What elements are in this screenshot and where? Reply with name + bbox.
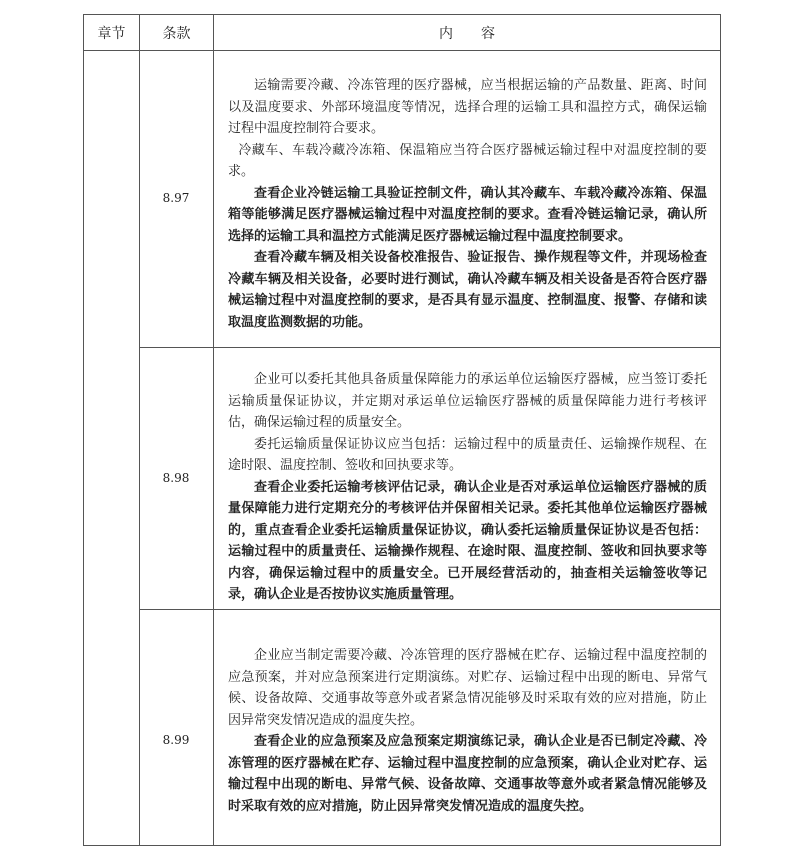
inspection-paragraph: 查看企业委托运输考核评估记录，确认企业是否对承运单位运输医疗器械的质量保障能力进行定期充分的考核评估并保留相关记录。委托其他单位运输医疗器械的，重点查看企业委托运输质量保证协议，确认委托运输质量保证协议是否包括：运输过程中的质量责任、运输操作规程、在途时限、温度控制、签收和回执要求等内容，确保运输过程中的质量安全。已开展经营活动的，抽查相关运输签收等记录，确认企业是否按协议实施质量管理。 — [228, 479, 707, 602]
clause-content — [228, 369, 707, 606]
clause-number: 8.98 — [162, 471, 190, 485]
column-divider — [213, 15, 214, 845]
requirement-paragraph: 冷藏车、车载冷藏冷冻箱、保温箱应当符合医疗器械运输过程中对温度控制的要求。 — [228, 142, 707, 179]
column-divider — [139, 15, 140, 845]
row-divider — [139, 347, 720, 348]
clause-number: 8.99 — [162, 733, 190, 747]
row-divider — [139, 609, 720, 610]
clause-content — [228, 645, 707, 817]
inspection-paragraph: 查看冷藏车辆及相关设备校准报告、验证报告、操作规程等文件，并现场检查冷藏车辆及相关设备，必要时进行测试，确认冷藏车辆及相关设备是否符合医疗器械运输过程中对温度控制的要求，是否具有显示温度、控制温度、报警、存储和读取温度监测数据的功能。 — [228, 250, 707, 330]
requirement-paragraph: 企业可以委托其他具备质量保障能力的承运单位运输医疗器械，应当签订委托运输质量保证协议，并定期对承运单位运输医疗器械的质量保障能力进行考核评估，确保运输过程的质量安全。 — [228, 372, 707, 430]
header-chapter: 章节 — [97, 25, 126, 42]
header-clause: 条款 — [162, 25, 191, 42]
inspection-paragraph: 查看企业冷链运输工具验证控制文件，确认其冷藏车、车载冷藏冷冻箱、保温箱等能够满足医疗器械运输过程中对温度控制的要求。查看冷链运输记录，确认所选择的运输工具和温控方式能满足医疗器械运输过程中温度控制要求。 — [228, 185, 707, 244]
inspection-paragraph: 查看企业的应急预案及应急预案定期演练记录，确认企业是否已制定冷藏、冷冻管理的医疗器械在贮存、运输过程中温度控制的应急预案，确认企业对贮存、运输过程中出现的断电、异常气候、设备故障、交通事故等意外或者紧急情况能够及时采取有效的应对措施，防止因异常突发情况造成的温度失控。 — [228, 734, 707, 814]
clause-number: 8.97 — [162, 191, 190, 205]
clause-table — [83, 14, 721, 846]
header-content: 内 容 — [439, 25, 495, 42]
requirement-paragraph: 企业应当制定需要冷藏、冷冻管理的医疗器械在贮存、运输过程中温度控制的应急预案，并对应急预案进行定期演练。对贮存、运输过程中出现的断电、异常气候、设备故障、交通事故等意外或者紧急情况能够及时采取有效的应对措施，防止因异常突发情况造成的温度失控。 — [228, 648, 707, 728]
clause-content — [228, 75, 707, 333]
header-divider — [84, 50, 720, 51]
requirement-paragraph: 委托运输质量保证协议应当包括：运输过程中的质量责任、运输操作规程、在途时限、温度控制、签收和回执要求等。 — [228, 436, 707, 473]
requirement-paragraph: 运输需要冷藏、冷冻管理的医疗器械，应当根据运输的产品数量、距离、时间以及温度要求、外部环境温度等情况，选择合理的运输工具和温控方式，确保运输过程中温度控制符合要求。 — [228, 78, 707, 136]
